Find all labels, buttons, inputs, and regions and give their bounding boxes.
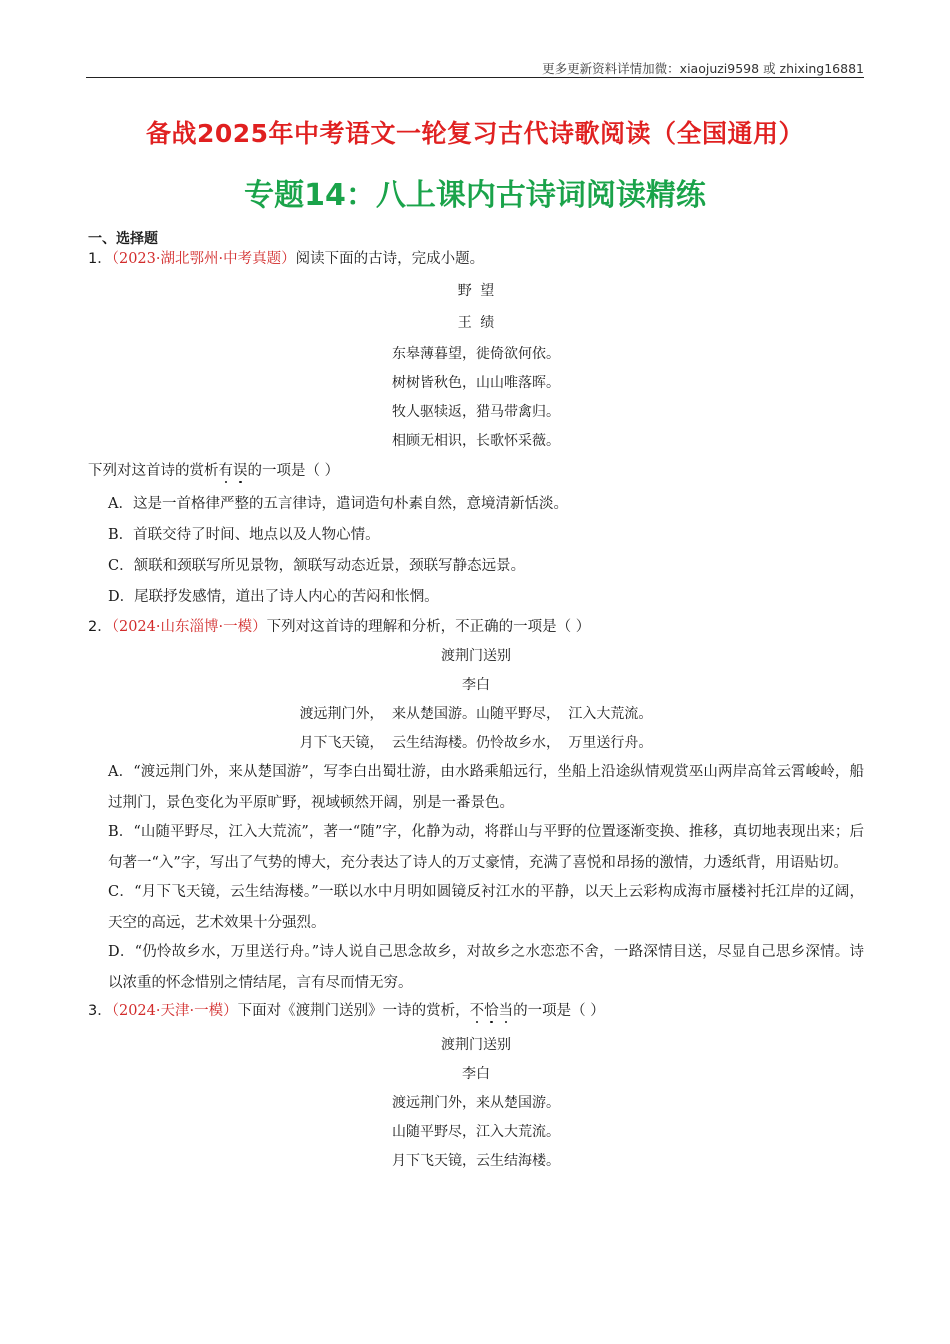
poem-line: 渡远荆门外， 来从楚国游。山随平野尽， 江入大荒流。 xyxy=(299,706,653,722)
option-c: C．颔联和颈联写所见景物，颔联写动态近景，颈联写静态远景。 xyxy=(108,558,526,574)
question-2-header xyxy=(88,617,864,639)
question-source: （2024·山东淄博·一模） xyxy=(111,619,267,635)
emphasis-char: 有 xyxy=(218,463,233,479)
poem-line: 山随平野尽，江入大荒流。 xyxy=(392,1124,560,1140)
question-number: 1． xyxy=(88,251,112,267)
question-prompt: 下列对这首诗的理解和分析，不正确的一项是（ ） xyxy=(266,619,591,635)
question-2 xyxy=(88,617,864,999)
header-note: 更多更新资料详情加微：xiaojuzi9598 或 zhixing16881 xyxy=(542,61,864,76)
poem-author: 李白 xyxy=(462,1066,490,1082)
option-b: B．首联交待了时间、地点以及人物心情。 xyxy=(108,527,380,543)
poem-line: 相顾无相识，长歌怀采薇。 xyxy=(392,433,560,449)
main-title: 备战2025年中考语文一轮复习古代诗歌阅读（全国通用） xyxy=(145,119,805,148)
poem-line: 渡远荆门外，来从楚国游。 xyxy=(392,1095,560,1111)
question-prompt-end: 的一项是（ ） xyxy=(513,1003,605,1019)
question-prompt: 阅读下面的古诗，完成小题。 xyxy=(295,251,485,267)
option-c: C．“月下飞天镜，云生结海楼。”一联以水中月明如圆镜反衬江水的平静，以天上云彩构成海市蜃楼衬托江岸的辽阔，天空的高远，艺术效果十分强烈。 xyxy=(108,884,864,931)
emphasis-char: 误 xyxy=(233,463,248,479)
option-d: D．“仍怜故乡水，万里送行舟。”诗人说自己思念故乡，对故乡之水恋恋不舍，一路深情目送，尽显自己思乡深情。诗以浓重的怀念惜别之情结尾，言有尽而情无穷。 xyxy=(108,944,864,991)
option-b: B．“山随平野尽，江入大荒流”，著一“随”字，化静为动，将群山与平野的位置逐渐变换、推移，真切地表现出来；后句著一“入”字，写出了气势的博大，充分表达了诗人的万丈豪情，充满了喜悦和昂扬的激情，力透纸背，用语贴切。 xyxy=(108,824,864,871)
question-number: 3． xyxy=(88,1003,112,1019)
question-1-header xyxy=(88,249,864,271)
poem-title: 渡荆门送别 xyxy=(441,1037,511,1053)
header-rule xyxy=(86,77,864,78)
sub-title: 专题14：八上课内古诗词阅读精练 xyxy=(244,178,706,213)
question-source: （2024·天津·一模） xyxy=(111,1003,238,1019)
question-3 xyxy=(88,1001,864,1171)
question-stem xyxy=(88,461,864,481)
poem-title: 渡荆门送别 xyxy=(441,648,511,664)
question-3-header xyxy=(88,1001,864,1023)
poem-line: 树树皆秋色，山山唯落晖。 xyxy=(392,375,560,391)
poem-line: 月下飞天镜，云生结海楼。 xyxy=(392,1153,560,1169)
emphasis-char: 恰 xyxy=(484,1003,499,1019)
poem-line: 月下飞天镜， 云生结海楼。仍怜故乡水， 万里送行舟。 xyxy=(299,735,653,751)
emphasis-char: 当 xyxy=(498,1003,514,1019)
poem-author: 王 绩 xyxy=(457,315,495,331)
option-a: A．“渡远荆门外，来从楚国游”，写李白出蜀壮游，由水路乘船远行，坐船上沿途纵情观赏巫山两岸高耸云霄峻岭，船过荆门，景色变化为平原旷野，视域顿然开阔，别是一番景色。 xyxy=(108,764,864,811)
emphasis-char: 不 xyxy=(469,1003,485,1019)
poem-line: 东皋薄暮望，徙倚欲何依。 xyxy=(392,346,560,362)
question-1 xyxy=(88,249,864,607)
poem-title: 野 望 xyxy=(457,283,495,299)
stem-text: 下列对这首诗的赏析 xyxy=(88,463,219,479)
content xyxy=(88,229,864,1171)
option-a: A．这是一首格律严整的五言律诗，遣词造句朴素自然，意境清新恬淡。 xyxy=(108,496,568,512)
question-prompt: 下面对《渡荆门送别》一诗的赏析， xyxy=(237,1003,470,1019)
option-d: D．尾联抒发感情，道出了诗人内心的苦闷和怅惘。 xyxy=(108,589,439,605)
poem-line: 牧人驱犊返，猎马带禽归。 xyxy=(392,404,560,420)
question-number: 2． xyxy=(88,619,112,635)
section-heading: 一、选择题 xyxy=(88,231,158,247)
question-source: （2023·湖北鄂州·中考真题） xyxy=(111,251,296,267)
stem-text: 的一项是（ ） xyxy=(247,463,340,479)
poem-author: 李白 xyxy=(462,677,490,693)
